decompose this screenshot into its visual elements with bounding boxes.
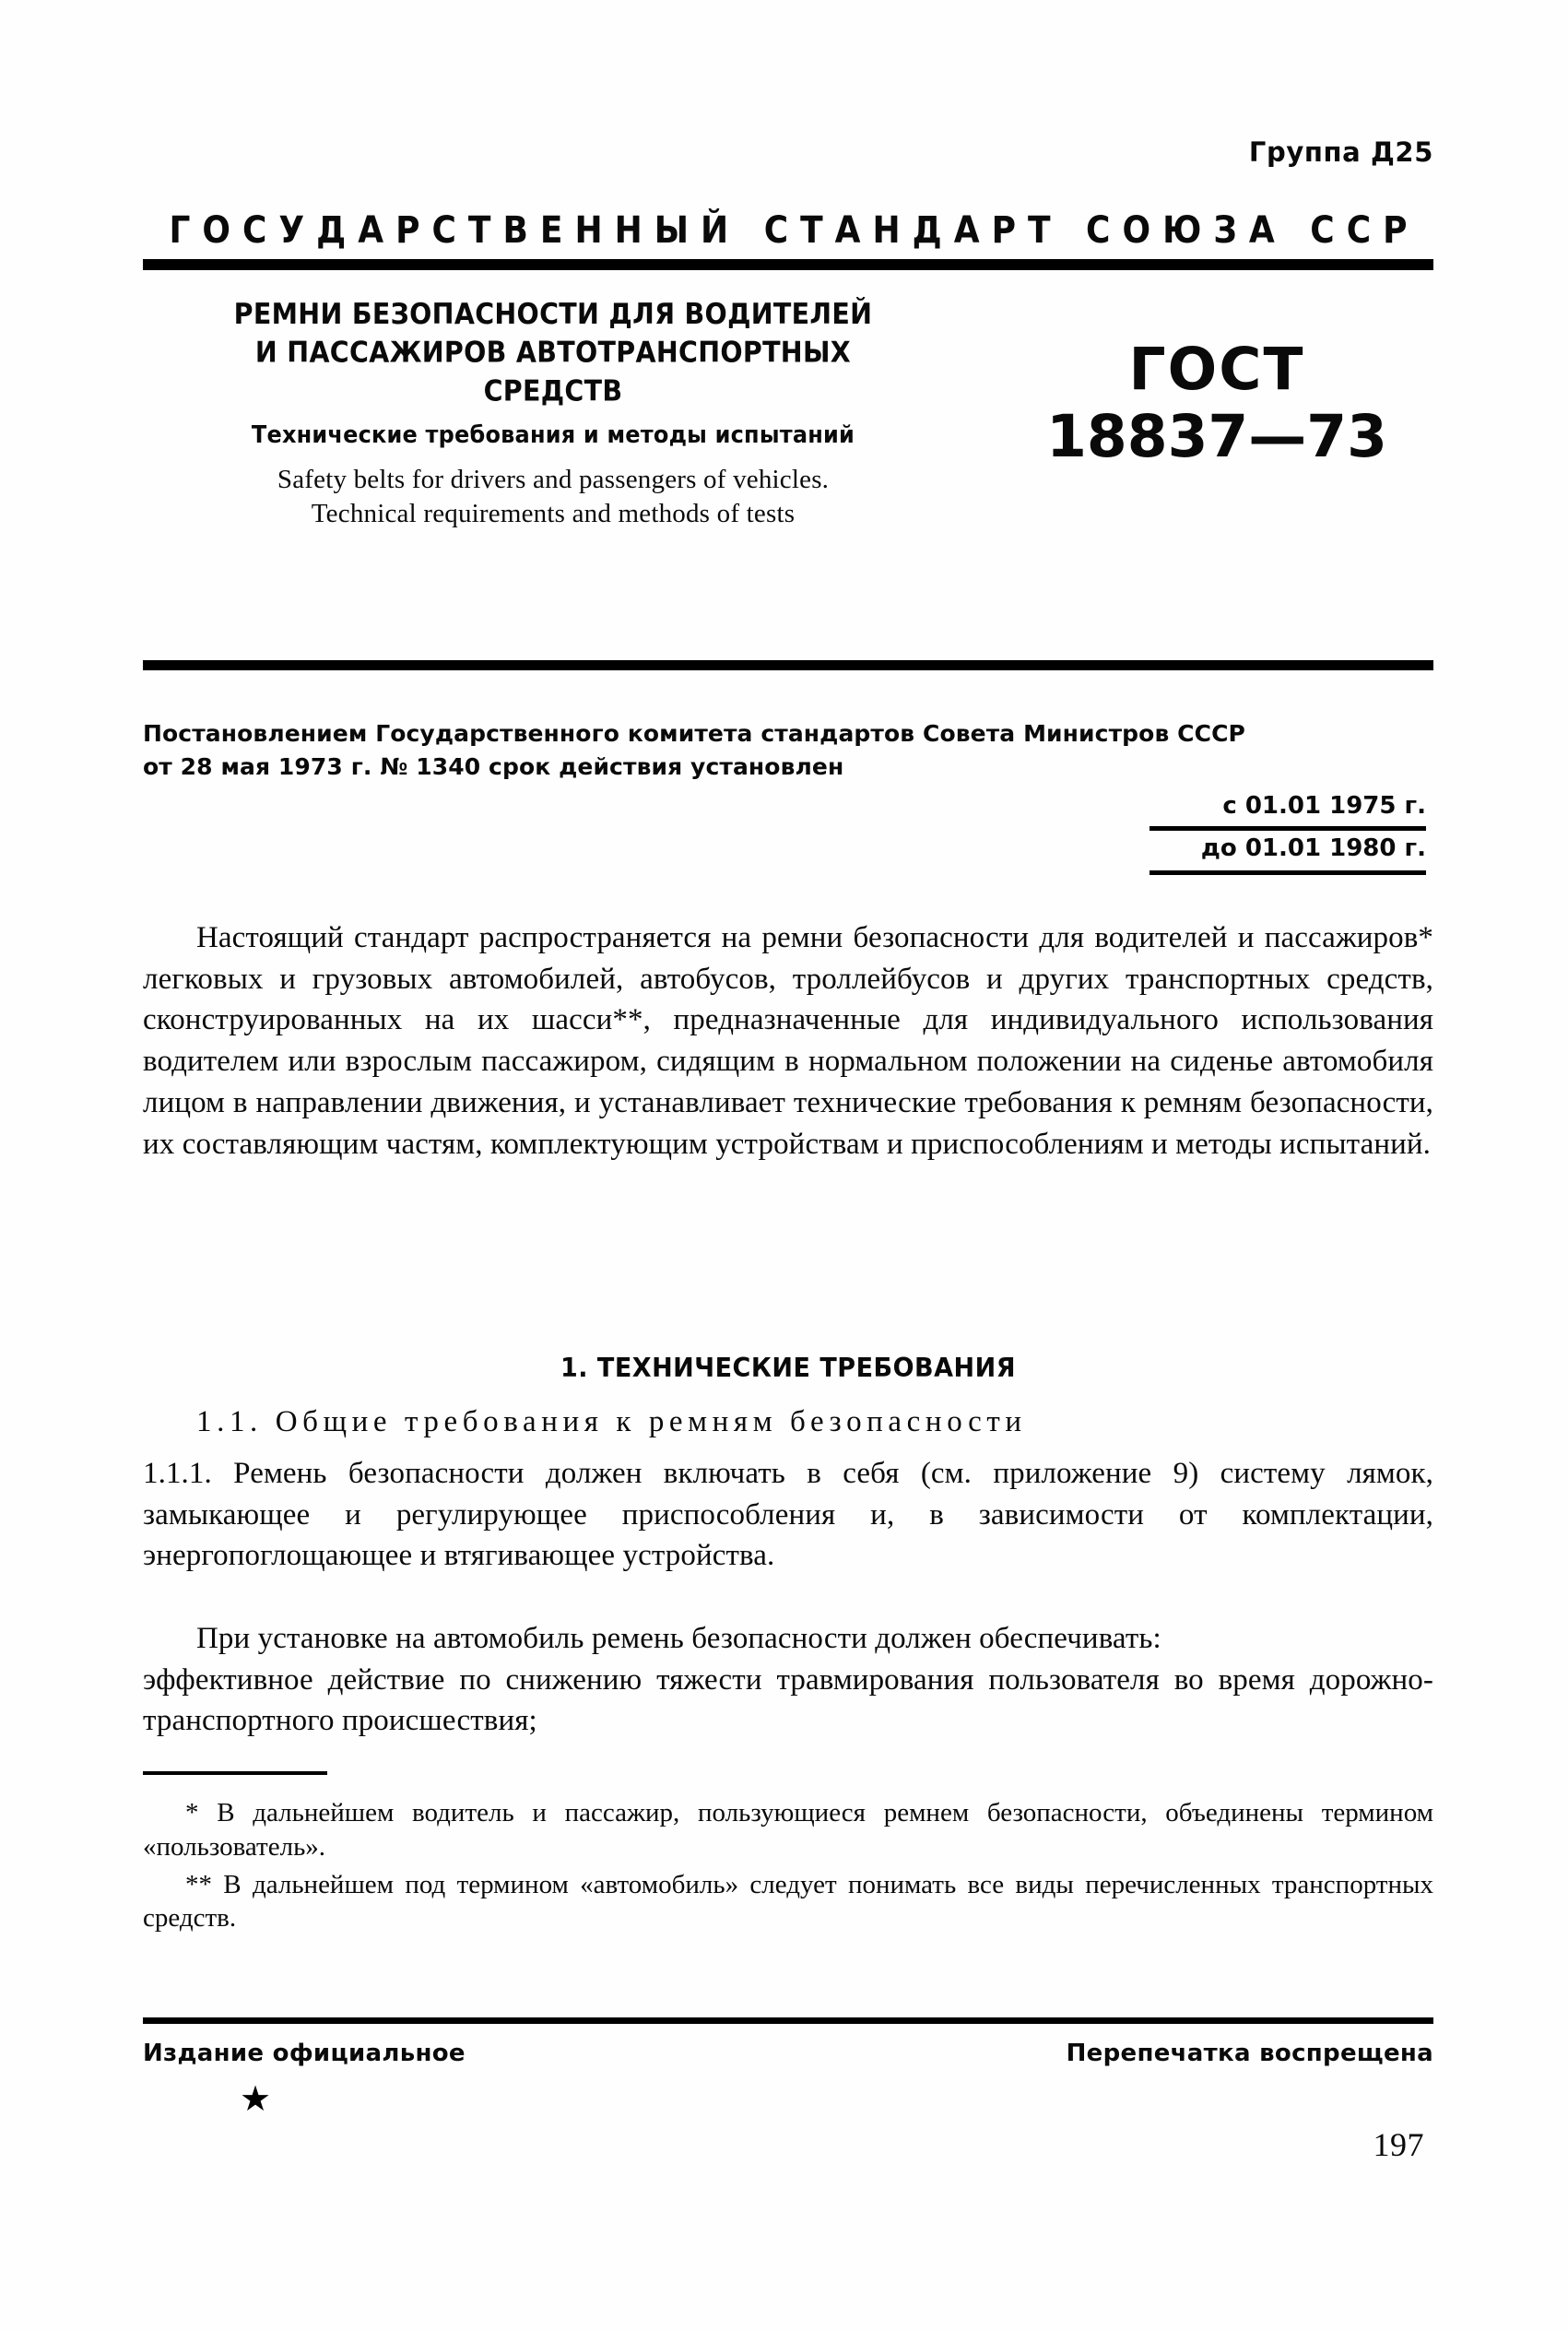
masthead-block [143,209,1433,270]
decree-text [143,717,1433,785]
section-heading-1: 1. ТЕХНИЧЕСКИЕ ТРЕБОВАНИЯ [560,1354,1017,1384]
star-icon: ★ [240,2080,272,2119]
standard-word: ГОСТ [1128,336,1305,403]
masthead-rule [143,259,1433,270]
subtitle-russian: Технические требования и методы испытаний [251,420,855,448]
dates-divider-rule [1149,826,1426,831]
footer-rule [143,2017,1433,2024]
footer-edition-label: Издание официальное [143,2040,466,2067]
dates-bottom-rule [1149,870,1426,875]
decree-line-1: Постановлением Государственного комитета стандартов Совета Министров СССР [143,720,1245,747]
installation-requirements [143,1618,1433,1742]
page-number: 197 [1373,2126,1424,2163]
footnote-separator-rule [143,1771,327,1775]
footnote-2: ** В дальнейшем под термином «автомобиль» следует понимать все виды перечисленных транспортных средств. [143,1869,1433,1934]
installation-intro: При установке на автомобиль ремень безопасности должен обеспечивать: [196,1622,1161,1655]
title-ru-line-2: И ПАССАЖИРОВ АВТОТРАНСПОРТНЫХ [254,335,852,370]
title-left-column [171,295,936,530]
title-en-line-1: Safety belts for drivers and passengers of vehicles. [277,464,830,494]
standard-designation [1000,336,1433,471]
intro-text: Настоящий стандарт распространяется на ремни безопасности для водителей и пассажиров* легковых и грузовых автомобилей, автобусов, троллейбусов и других транспортных средств, сконструированных на их шасси**, предназначенные для индивидуального использования водителем или взрослым пассажиром, сидящим в нормальном положении на сиденье автомобиля лицом в направлении движения, и устанавливает технические требования к ремням безопасности, их составляющим частям, комплектующим устройствам и приспособлениям и методы испытаний. [143,921,1433,1161]
decree-line-2: от 28 мая 1973 г. № 1340 срок действия установлен [143,753,844,781]
installation-item-1: эффективное действие по снижению тяжести травмирования пользователя во время дорожно-транспортного происшествия; [143,1662,1433,1738]
decree-rule [143,660,1433,670]
footer-row [143,2040,1433,2067]
group-label: Группа Д25 [1248,136,1433,168]
standard-number: 18837—73 [1046,403,1387,471]
intro-paragraph [143,917,1433,1165]
title-block [143,295,1433,609]
footnote-1: * В дальнейшем водитель и пассажир, пользующиеся ремнем безопасности, объединены термином «пользователь». [143,1798,1433,1862]
validity-dates [1039,791,1426,875]
masthead-title: ГОСУДАРСТВЕННЫЙ СТАНДАРТ СОЮЗА ССР [169,209,1420,253]
subsection-heading-1-1: 1.1. Общие требования к ремням безопасности [196,1405,1027,1438]
clause-1-1-1 [143,1453,1433,1577]
title-en-line-2: Technical requirements and methods of tests [311,498,796,528]
clause-1-1-1-text: 1.1.1. Ремень безопасности должен включать в себя (см. приложение 9) систему лямок, замыкающее и регулирующее приспособления и, в зависимости от комплектации, энергопоглощающее и втягивающее устройства. [143,1457,1433,1573]
title-ru-line-3: СРЕДСТВ [483,373,623,408]
footer-reprint-label: Перепечатка воспрещена [1066,2040,1433,2067]
valid-to: до 01.01 1980 г. [1200,834,1426,863]
title-english [171,463,936,531]
valid-from: с 01.01 1975 г. [1222,792,1426,820]
footnotes-block [143,1796,1433,1939]
title-russian [171,295,936,410]
title-ru-line-1: РЕМНИ БЕЗОПАСНОСТИ ДЛЯ ВОДИТЕЛЕЙ [233,297,873,331]
